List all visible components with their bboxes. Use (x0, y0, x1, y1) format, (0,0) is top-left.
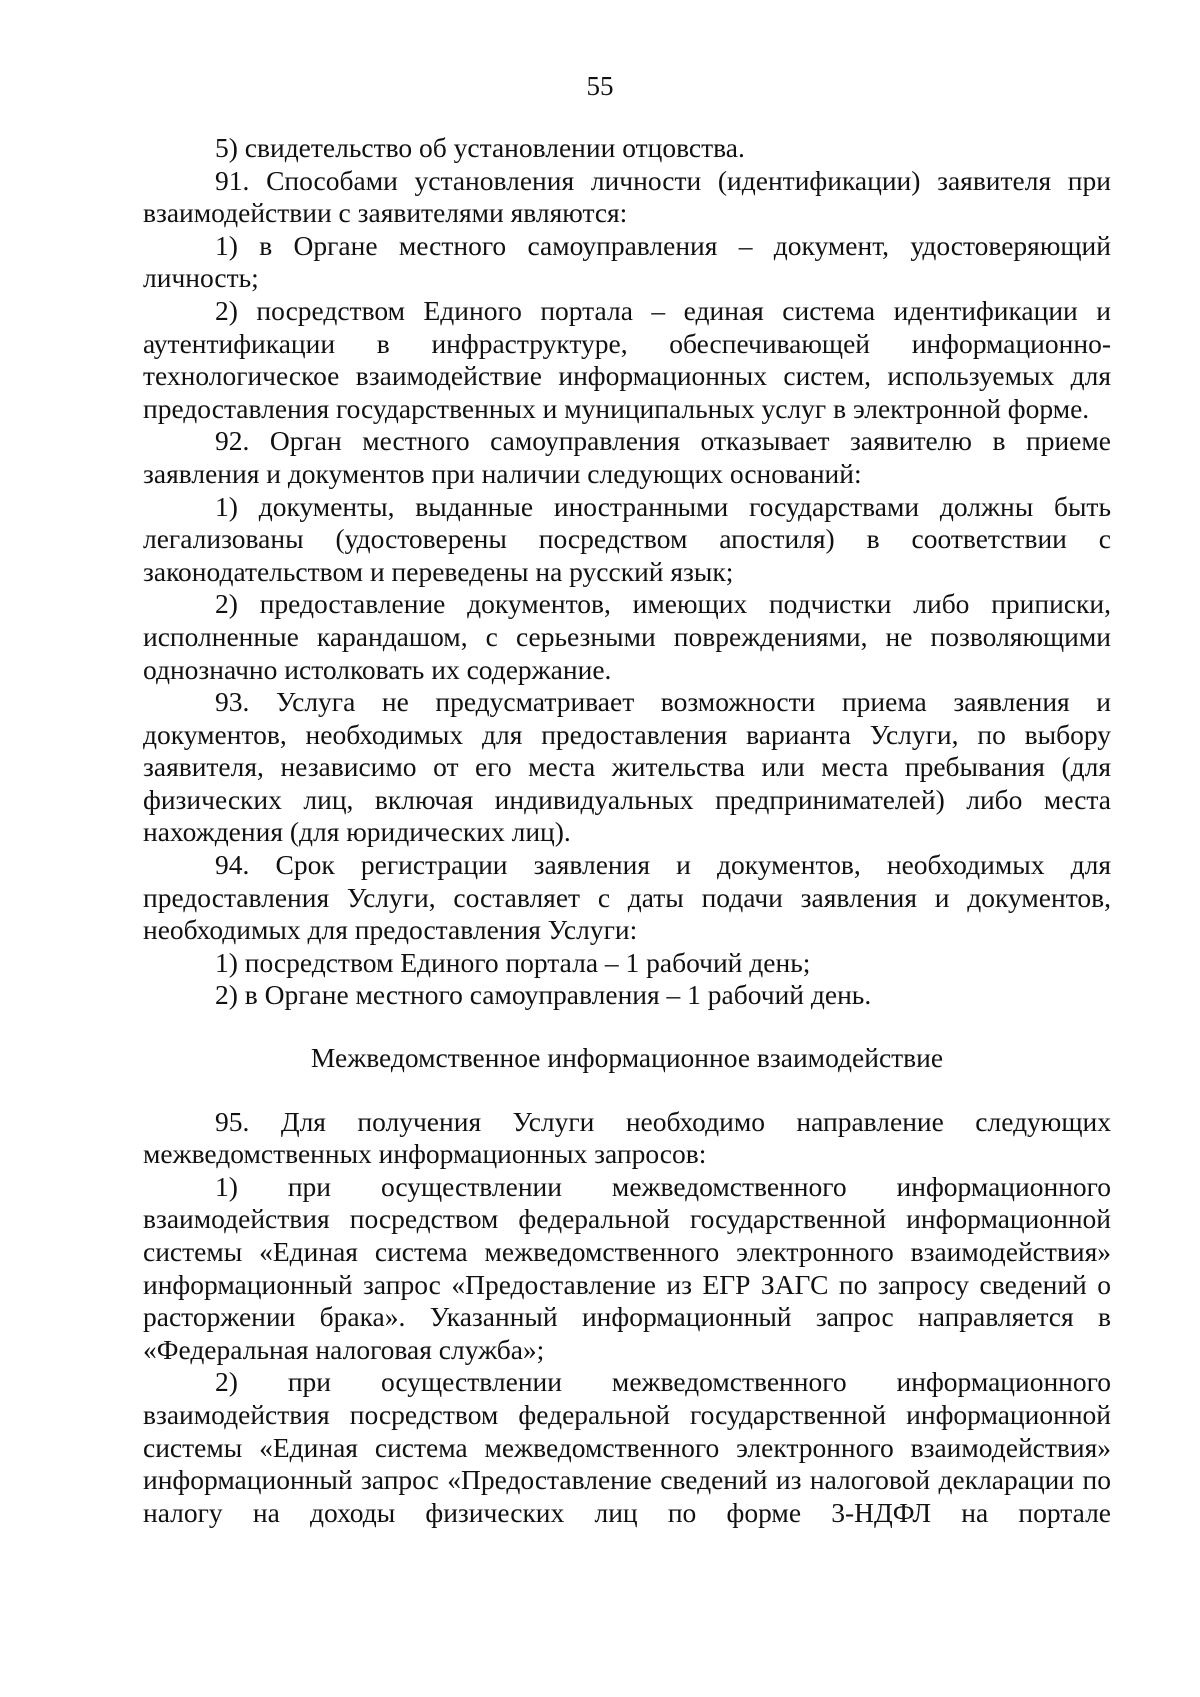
paragraph-92-item-1: 1) документы, выданные иностранными государствами должны быть легализованы (удостоверены посредством апостиля) в соответствии с законодательством и переведены на русский язык; (143, 490, 1111, 587)
section-heading: Межведомственное информационное взаимодействие (310, 1042, 944, 1074)
paragraph-95-item-1: 1) при осуществлении межведомственного информационного взаимодействия посредством федеральной государственной информационной системы «Единая система межведомственного электронного взаимодействия» информационный запрос «Предоставление из ЕГР ЗАГС по запросу сведений о расторжении брака». Указанный информационный запрос направляется в «Федеральная налоговая служба»; (143, 1170, 1111, 1365)
document-body (143, 132, 1111, 1529)
page-number: 55 (586, 71, 614, 101)
paragraph-93-extraterritorial: 93. Услуга не предусматривает возможности приема заявления и документов, необходимых для предоставления варианта Услуги, по выбору заявителя, независимо от его места жительства или места пребывания (для физических лиц, включая индивидуальных предпринимателей) либо места нахождения (для юридических лиц). (143, 686, 1111, 848)
paragraph-92-item-2: 2) предоставление документов, имеющих подчистки либо приписки, исполненные карандашом, с серьезными повреждениями, не позволяющими однозначно истолковать их содержание. (143, 588, 1111, 685)
paragraph-95-interagency-requests: 95. Для получения Услуги необходимо направление следующих межведомственных информационных запросов: (143, 1105, 1111, 1170)
paragraph-94-item-1: 1) посредством Единого портала – 1 рабочий день; (215, 946, 811, 978)
paragraph-94-registration-term: 94. Срок регистрации заявления и документов, необходимых для предоставления Услуги, составляет с даты подачи заявления и документов, необходимых для предоставления Услуги: (143, 849, 1111, 946)
paragraph-94-item-2: 2) в Органе местного самоуправления – 1 рабочий день. (215, 979, 872, 1011)
paragraph-95-item-2: 2) при осуществлении межведомственного информационного взаимодействия посредством федеральной государственной информационной системы «Единая система межведомственного электронного взаимодействия» информационный запрос «Предоставление сведений из налоговой декларации по налогу на доходы физических лиц по форме 3-НДФЛ на портале (143, 1366, 1111, 1528)
paragraph-91-item-2: 2) посредством Единого портала – единая система идентификации и аутентификации в инфраструктуре, обеспечивающей информационно-технологическое взаимодействие информационных систем, используемых для предоставления государственных и муниципальных услуг в электронной форме. (143, 294, 1111, 424)
paragraph-92-refusal-grounds: 92. Орган местного самоуправления отказывает заявителю в приеме заявления и документов при наличии следующих оснований: (143, 425, 1111, 489)
paragraph-91-item-1: 1) в Органе местного самоуправления – документ, удостоверяющий личность; (143, 229, 1111, 294)
paragraph-91-identification-methods: 91. Способами установления личности (идентификации) заявителя при взаимодействии с заявителями являются: (143, 164, 1111, 229)
paragraph-5-paternity-certificate: 5) свидетельство об установлении отцовства. (215, 132, 745, 163)
